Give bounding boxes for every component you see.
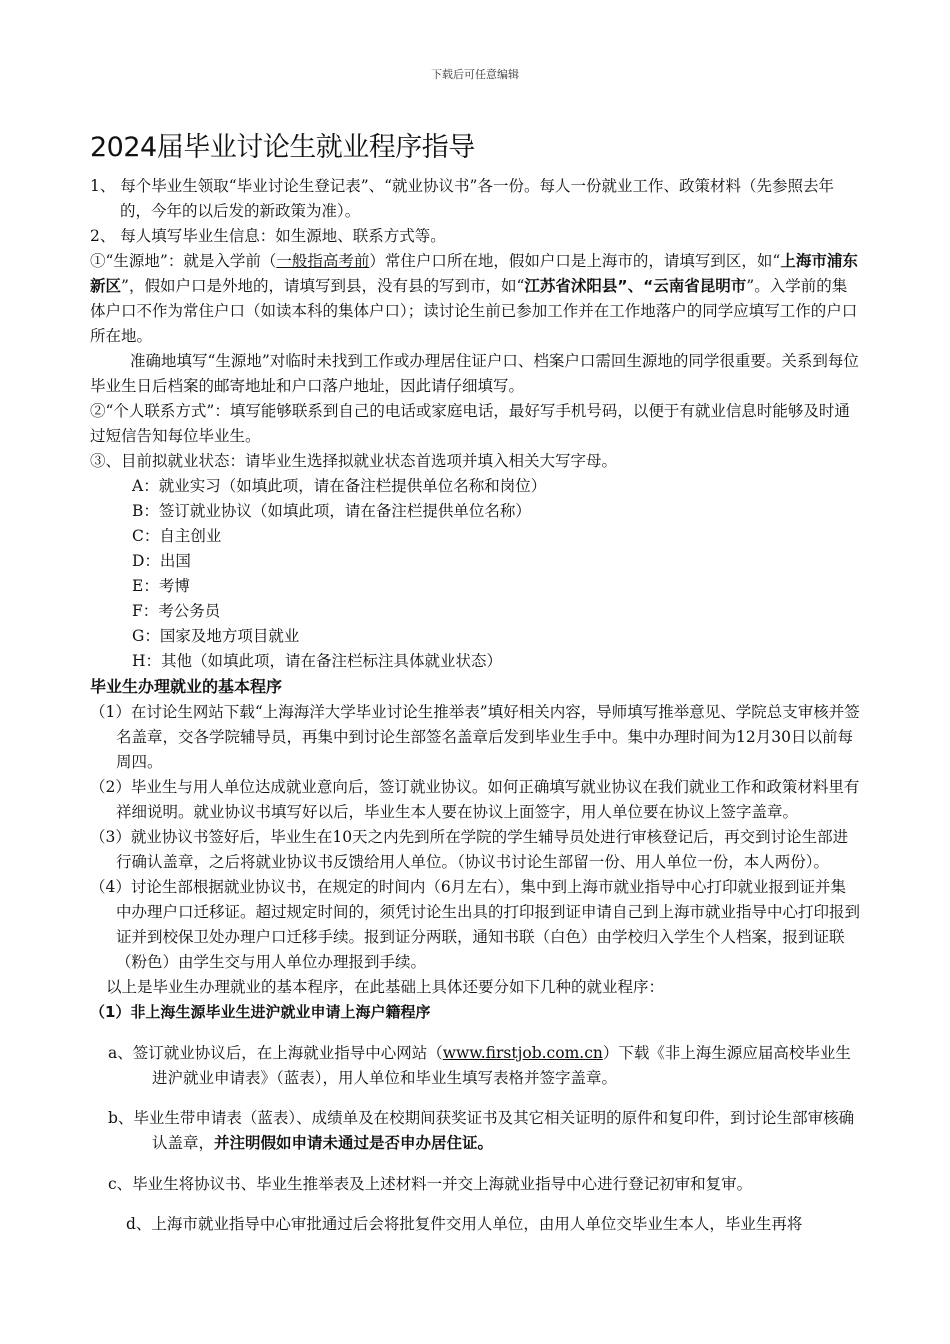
status-option: G：国家及地方项目就业 (132, 627, 300, 645)
status-option: D：出国 (132, 552, 191, 570)
source-text: ）常住户口所在地，假如户口是上海市的，请填写到区，如“ (369, 252, 781, 270)
procedure-heading: 毕业生办理就业的基本程序 (90, 677, 283, 696)
sub-step-b-bold: 并注明假如申请未通过是否申办居住证。 (214, 1134, 494, 1152)
source-example-shanghai: 上海市浦东新区 (90, 252, 858, 295)
procedure-step: （2）毕业生与用人单位达成就业意向后，签订就业协议。如何正确填写就业协议在我们就业工作和政策材料里有祥细说明。就业协议书填写好以后，毕业生本人要在协议上面签字，用人单位要在协议上签字盖章。 (90, 778, 860, 821)
sub-step-a-text: a、签订就业协议后，在上海就业指导中心网站（ (108, 1043, 443, 1062)
source-example-yunnan: 云南省昆明市 (653, 277, 747, 295)
procedure-step: （1）在讨论生网站下载“上海海洋大学毕业讨论生推举表”填好相关内容，导师填写推举意见、学院总支审核并签名盖章，交各学院辅导员，再集中到讨论生部签名盖章后发到毕业生手中。集中办理时间为12月30日以前每周四。 (90, 703, 860, 771)
status-option: C：自主创业 (132, 527, 222, 545)
document-title: 2024届毕业讨论生就业程序指导 (90, 132, 475, 163)
sub-step-a (90, 1041, 860, 1091)
item-2: 2、 每人填写毕业生信息：如生源地、联系方式等。 (90, 227, 446, 245)
procedure-step: （3）就业协议书签好后，毕业生在10天之内先到所在学院的学生辅导员处进行审核登记后，再交到讨论生部进行确认盖章，之后将就业协议书反馈给用人单位。（协议书讨论生部留一份、用人单位一份，本人两份）。 (90, 828, 849, 871)
contact-paragraph: ②“个人联系方式”：填写能够联系到自己的电话或家庭电话，最好写手机号码，以便于有就业信息时能够及时通过短信告知每位毕业生。 (90, 402, 850, 445)
sub-step-b (90, 1106, 860, 1156)
source-example-jiangsu: 江苏省沭阳县 (524, 277, 618, 295)
sub-step-d: d、上海市就业指导中心审批通过后会将批复件交用人单位，由用人单位交毕业生本人，毕业生再将 (126, 1215, 803, 1233)
procedure-step: （4）讨论生部根据就业协议书，在规定的时间内（6月左右），集中到上海市就业指导中心打印就业报到证并集中办理户口迁移证。超过规定时间的，须凭讨论生出具的打印报到证申请自己到上海市就业指导中心打印报到证并到校保卫处办理户口迁移手续。报到证分两联，通知书联（白色）由学校归入学生个人档案，报到证联（粉色）由学生交与用人单位办理报到手续。 (90, 878, 861, 971)
firstjob-link[interactable]: www.firstjob.com.cn (442, 1043, 603, 1062)
source-text: ”，假如户口是外地的，请填写到县，没有县的写到市，如“ (121, 277, 525, 295)
item-1: 1、 每个毕业生领取“毕业讨论生登记表”、“就业协议书”各一份。每人一份就业工作、政策材料（先参照去年的，今年的以后发的新政策为准）。 (90, 177, 834, 220)
status-option: H：其他（如填此项，请在备注栏标注具体就业状态） (132, 652, 503, 670)
source-paragraph (90, 249, 860, 349)
status-option: B：签订就业协议（如填此项，请在备注栏提供单位名称） (132, 502, 531, 520)
sub-step-c: c、毕业生将协议书、毕业生推举表及上述材料一并交上海就业指导中心进行登记初审和复审。 (108, 1174, 753, 1193)
source-underlined: 一般指高考前 (276, 252, 370, 270)
status-intro: ③、目前拟就业状态：请毕业生选择拟就业状态首选项并填入相关大写字母。 (90, 452, 618, 470)
status-option: E：考博 (132, 577, 190, 595)
subsection-heading: （1）非上海生源毕业生进沪就业申请上海户籍程序 (90, 1003, 431, 1021)
document-body (90, 128, 860, 1253)
page-header: 下载后可任意编辑 (431, 68, 519, 81)
source-text: ①“生源地”：就是入学前（ (90, 252, 277, 270)
sub-step-a-text: ）下载《非上海生源应届高校毕业生进沪就业申请表》（蓝表），用人单位和毕业生填写表格并签字盖章。 (152, 1043, 851, 1087)
sub-step-b-text: b、毕业生带申请表（蓝表）、成绩单及在校期间获奖证书及其它相关证明的原件和复印件，到讨论生部审核确认盖章， (108, 1109, 855, 1152)
source-text: ”。入学前的集体户口不作为常住户口（如读本科的集体户口）；读讨论生前已参加工作并在工作地落户的同学应填写工作的户口所在地。 (90, 277, 858, 345)
procedure-summary: 以上是毕业生办理就业的基本程序，在此基础上具体还要分如下几种的就业程序： (106, 978, 665, 996)
source-note: 准确地填写“生源地”对临时未找到工作或办理居住证户口、档案户口需回生源地的同学很重要。关系到每位毕业生日后档案的邮寄地址和户口落户地址，因此请仔细填写。 (90, 352, 859, 395)
status-option: F：考公务员 (132, 602, 221, 620)
source-text: ”、“ (617, 277, 654, 295)
status-option: A：就业实习（如填此项，请在备注栏提供单位名称和岗位） (132, 477, 547, 495)
